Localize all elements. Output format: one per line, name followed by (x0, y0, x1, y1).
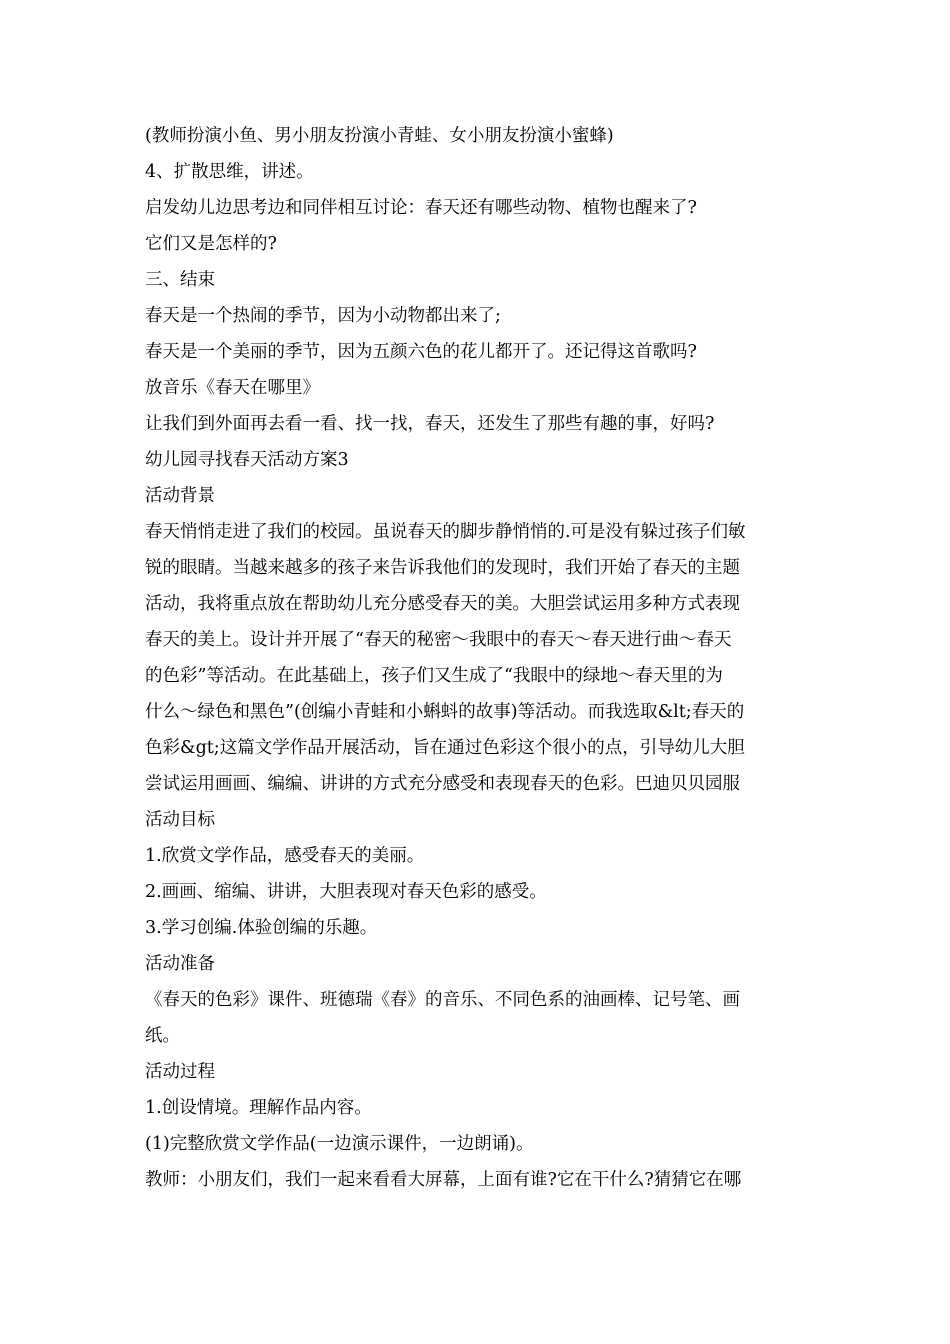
document-body (145, 118, 807, 1198)
text-line: 什么～绿色和黑色”(创编小青蛙和小蝌蚪的故事)等活动。而我选取&lt;春天的 (145, 702, 745, 722)
text-line: 春天的美上。设计并开展了“春天的秘密～我眼中的春天～春天进行曲～春天 (145, 630, 732, 650)
section-heading: 三、结束 (145, 270, 215, 290)
text-line: 4、扩散思维，讲述。 (145, 162, 314, 182)
text-line: 春天是一个热闹的季节，因为小动物都出来了; (145, 306, 501, 326)
section-heading: 活动过程 (145, 1062, 215, 1082)
list-item: 2.画画、缩编、讲讲，大胆表现对春天色彩的感受。 (145, 882, 547, 902)
list-item: (1)完整欣赏文学作品(一边演示课件，一边朗诵)。 (145, 1134, 534, 1154)
text-line: 让我们到外面再去看一看、找一找，春天，还发生了那些有趣的事，好吗? (145, 414, 715, 434)
text-line: 尝试运用画画、编编、讲讲的方式充分感受和表现春天的色彩。巴迪贝贝园服 (145, 774, 740, 794)
text-line: 的色彩”等活动。在此基础上，孩子们又生成了“我眼中的绿地～春天里的为 (145, 666, 723, 686)
text-line: 《春天的色彩》课件、班德瑞《春》的音乐、不同色系的油画棒、记号笔、画 (145, 990, 740, 1010)
text-line: 锐的眼睛。当越来越多的孩子来告诉我他们的发现时，我们开始了春天的主题 (145, 558, 740, 578)
section-heading: 活动目标 (145, 810, 215, 830)
text-line: 纸。 (145, 1026, 180, 1046)
text-line: 色彩&gt;这篇文学作品开展活动，旨在通过色彩这个很小的点，引导幼儿大胆 (145, 738, 745, 758)
section-heading: 活动准备 (145, 954, 215, 974)
list-item: 1.创设情境。理解作品内容。 (145, 1098, 372, 1118)
list-item: 3.学习创编.体验创编的乐趣。 (145, 918, 378, 938)
text-line: (教师扮演小鱼、男小朋友扮演小青蛙、女小朋友扮演小蜜蜂) (145, 126, 614, 146)
text-line: 春天是一个美丽的季节，因为五颜六色的花儿都开了。还记得这首歌吗? (145, 342, 697, 362)
list-item: 1.欣赏文学作品，感受春天的美丽。 (145, 846, 425, 866)
text-line: 春天悄悄走进了我们的校园。虽说春天的脚步静悄悄的.可是没有躲过孩子们敏 (145, 522, 746, 542)
text-line: 活动，我将重点放在帮助幼儿充分感受春天的美。大胆尝试运用多种方式表现 (145, 594, 740, 614)
text-line: 启发幼儿边思考边和同伴相互讨论：春天还有哪些动物、植物也醒来了? (145, 198, 697, 218)
section-title: 幼儿园寻找春天活动方案3 (145, 450, 349, 470)
text-line: 放音乐《春天在哪里》 (145, 378, 320, 398)
text-line: 教师：小朋友们，我们一起来看看大屏幕，上面有谁?它在干什么?猜猜它在哪 (145, 1170, 742, 1190)
text-line: 它们又是怎样的? (145, 234, 277, 254)
section-heading: 活动背景 (145, 486, 215, 506)
